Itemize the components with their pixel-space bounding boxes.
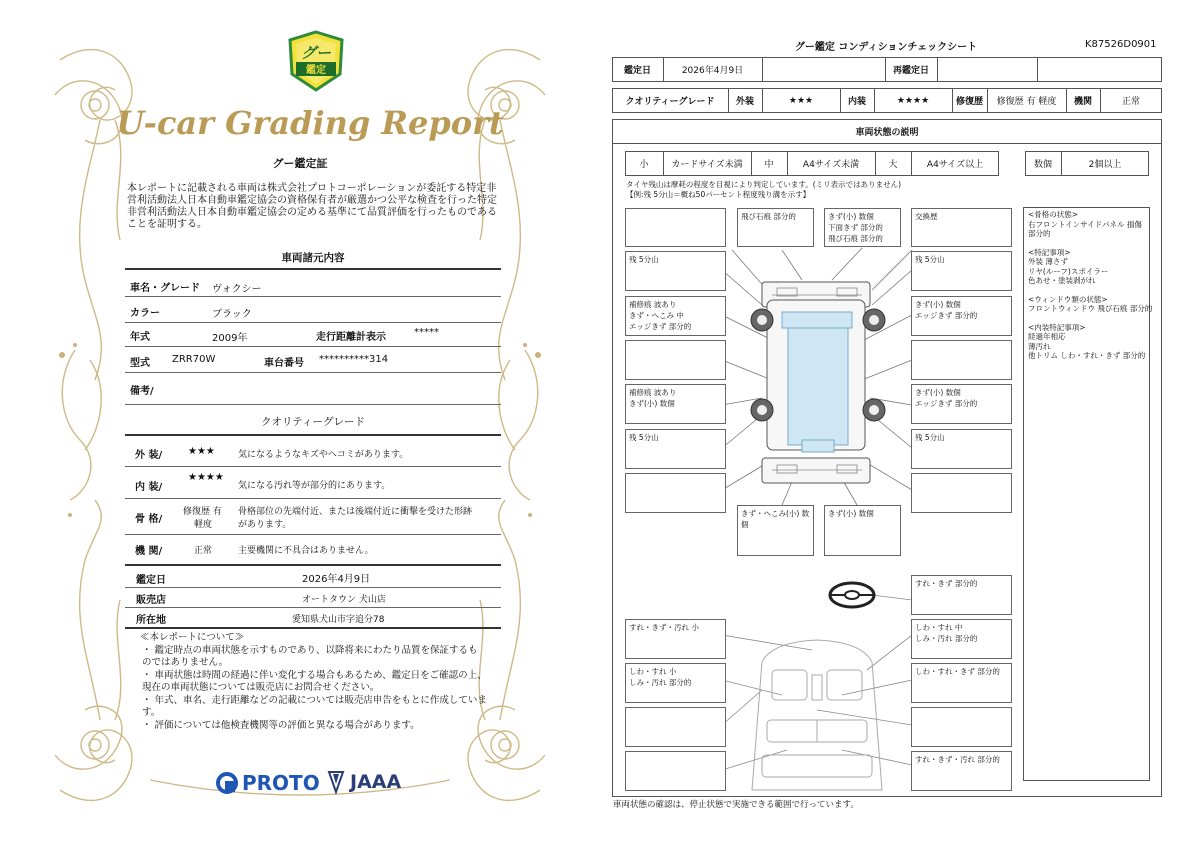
legend-medium-desc: A4サイズ未満	[802, 160, 860, 170]
note-line: <ウィンドウ類の状態>	[1028, 294, 1108, 304]
interior-box-front-left: すれ・きず・汚れ 小	[625, 619, 726, 659]
divider	[125, 434, 501, 436]
color-label: カラー	[130, 308, 160, 319]
engine-label: 機関	[1073, 97, 1092, 107]
damage-box-front: きず(小) 数個 下面きず 部分的 飛び石痕 部分的	[824, 208, 901, 247]
footer-note: 車両状態の確認は、停止状態で実施できる範囲で行っています。	[613, 800, 859, 810]
goo-kantei-badge-logo	[286, 30, 346, 92]
color-value: ブラック	[212, 309, 252, 320]
damage-box-right-fender: きず(小) 数個 エッジきず 部分的	[911, 296, 1012, 336]
note-line: 薄汚れ	[1028, 341, 1051, 351]
mileage-value: *****	[414, 327, 439, 338]
certificate-body: 本レポートに記載される車両は株式会社プロトコーポレーションが委託する特定非営利活動法人日本自動車鑑定協会の資格保有者が厳選かつ公平な検査を行った特定非営利活動法人日本自動車鑑定協会の定める基準にて品質評価を行ったものであることを証明する。	[127, 183, 497, 230]
exterior-stars: ★★★	[188, 446, 215, 457]
frame-desc-2: があります。	[238, 520, 292, 530]
damage-box	[911, 473, 1012, 513]
proto-logo	[216, 771, 320, 795]
redate-value	[937, 57, 1037, 82]
note-line: <骨格の状態>	[1028, 210, 1079, 219]
spec-section-title: 車両諸元内容	[281, 252, 345, 264]
document-id: K87526D0901	[1085, 39, 1157, 50]
note-item: ・ 鑑定時点の車両状態を示すものであり、以降将来にわたり品質を保証するものではありません。	[142, 645, 478, 668]
tire-box-rear-right: 残 5分山	[911, 429, 1012, 469]
report-title-text: U-car Grading Report	[116, 104, 504, 142]
quality-section-title: クオリティーグレード	[261, 416, 365, 428]
interior-desc: 気になる汚れ等が部分的にあります。	[238, 481, 391, 491]
exterior-value: ★★★	[788, 95, 814, 106]
note-line	[1028, 286, 1152, 295]
svg-text:グー: グー	[300, 44, 332, 62]
interior-box-front-right: しわ・すれ 中 しみ・汚れ 部分的	[911, 619, 1012, 659]
interior-box-dashboard: すれ・きず 部分的	[911, 575, 1012, 615]
repair-label: 修復歴	[955, 97, 983, 107]
divider	[125, 587, 501, 588]
car-name-label: 車名・グレード	[130, 283, 200, 294]
interior-box-right-seat: しわ・すれ・きず 部分的	[911, 663, 1012, 703]
certificate-title: グー鑑定証	[272, 157, 328, 170]
legend-small: 小	[639, 160, 649, 170]
damage-box-rear: きず(小) 数個	[824, 505, 901, 556]
proto-brand-text: PROTO	[242, 771, 320, 795]
interior-value: ★★★★	[896, 95, 930, 106]
date-label: 鑑定日	[623, 66, 651, 76]
model-value: ZRR70W	[172, 354, 216, 365]
redate-label: 再鑑定日	[892, 66, 929, 76]
legend-large: 大	[888, 160, 898, 170]
legend-medium: 中	[764, 160, 774, 170]
exterior-label: 外 装/	[135, 450, 163, 461]
legend-large-desc: A4サイズ以上	[926, 160, 984, 170]
divider	[125, 607, 501, 608]
note-line: 他トリム しわ・すれ・きず 部分的	[1028, 351, 1146, 360]
report-title-logo	[116, 98, 504, 146]
divider	[125, 498, 501, 499]
engine-value: 正常	[1121, 97, 1140, 107]
repair-value: 修復歴 有 軽度	[996, 97, 1057, 107]
divider	[125, 322, 501, 323]
remarks-label: 備考/	[130, 386, 154, 397]
engine-desc: 主要機関に不具合はありません。	[238, 546, 374, 556]
damage-box-right-rear: きず(小) 数個 エッジきず 部分的	[911, 384, 1012, 424]
steering-wheel-icon	[830, 583, 874, 607]
divider	[125, 296, 501, 297]
damage-box	[625, 340, 726, 380]
svg-text:鑑定: 鑑定	[306, 65, 326, 76]
condition-title: 車両状態の説明	[612, 119, 1162, 144]
note-line: 外装 薄さず	[1028, 257, 1068, 266]
car-name-value: ヴォクシー	[212, 284, 262, 295]
legend-small-desc: カードサイズ未満	[671, 160, 743, 170]
note-item: ・ 車両状態は時間の経過に伴い変化する場合もあるため、鑑定日をご確認の上、現在の車両状態については販売店にお問合せください。	[142, 670, 487, 693]
legend-count-desc: 2個以上	[1088, 160, 1122, 170]
damage-box-front-left: 飛び石痕 部分的	[737, 208, 814, 247]
tire-note-1: タイヤ残山は摩耗の程度を目視により判定しています。(ミリ表示ではありません)	[626, 180, 902, 189]
interior-label: 内装	[847, 97, 866, 107]
note-line: 右フロントインサイドパネル 損傷	[1028, 219, 1142, 229]
exterior-desc: 気になるようなキズやヘコミがあります。	[238, 450, 409, 460]
divider	[125, 466, 501, 467]
divider	[125, 404, 501, 405]
tire-note-2: 【例:残 5分山＝概ね50パーセント程度残り溝を示す】	[626, 190, 811, 199]
interior-box	[625, 707, 726, 747]
note-line: フロントウィンドウ 飛び石痕 部分的	[1028, 304, 1153, 313]
interior-box-left-seat: しわ・すれ 小 しみ・汚れ 部分的	[625, 663, 726, 703]
chassis-value: **********314	[319, 354, 389, 365]
interior-stars: ★★★★	[188, 472, 224, 483]
legend-count: 数個	[1033, 160, 1052, 170]
chassis-label: 車台番号	[264, 358, 304, 369]
jaaa-logo	[326, 770, 401, 794]
tire-box-front-left: 残 5分山	[625, 251, 726, 291]
damage-box-left-rear: 補修痕 波あり きず(小) 数個	[625, 384, 726, 424]
frame-desc-1: 骨格部位の先端付近、または後端付近に衝撃を受けた形跡	[238, 507, 473, 517]
date-value: 2026年4月9日	[681, 66, 744, 76]
grade-label: クオリティーグレード	[625, 97, 715, 107]
damage-box	[911, 340, 1012, 380]
tire-box-front-right: 残 5分山	[911, 251, 1012, 291]
note-item: ・ 評価については他検査機関等の評価と異なる場合があります。	[142, 720, 420, 731]
divider	[125, 346, 501, 347]
location-label: 所在地	[136, 615, 166, 626]
notes-list	[1028, 210, 1152, 361]
divider	[762, 57, 763, 82]
sheet-title: グー鑑定 コンディションチェックシート	[794, 42, 978, 53]
location-value: 愛知県犬山市字追分78	[292, 615, 385, 625]
exterior-label: 外装	[735, 97, 754, 107]
note-line: 色あせ・塗装剥がれ	[1028, 276, 1096, 285]
note-line: 部分的	[1028, 229, 1051, 238]
model-label: 型式	[130, 358, 150, 369]
note-line: <内装特記事項>	[1028, 322, 1086, 332]
notes-title: ≪本レポートについて≫	[140, 632, 245, 643]
note-line: 経過年相応	[1028, 332, 1066, 341]
year-label: 年式	[130, 332, 150, 343]
note-line	[1028, 314, 1152, 323]
jaaa-mark-icon	[326, 770, 346, 794]
jaaa-brand-text: JAAA	[350, 771, 402, 793]
dealer-value: オートタウン 犬山店	[302, 595, 386, 605]
interior-box-rear: すれ・きず・汚れ 部分的	[911, 751, 1012, 791]
divider	[1037, 57, 1038, 82]
note-line: <特記事項>	[1028, 247, 1071, 257]
tire-box-rear-left: 残 5分山	[625, 429, 726, 469]
engine-label: 機 関/	[135, 546, 163, 557]
note-item: ・ 年式、車名、走行距離などの記載については販売店申告をもとに作成しています。	[142, 695, 487, 718]
divider	[125, 564, 501, 566]
note-line: リヤ(ルーフ)スポイラー	[1028, 266, 1109, 276]
damage-box-left-fender: 補修痕 波あり きず・へこみ 中 エッジきず 部分的	[625, 296, 726, 336]
note-line	[1028, 239, 1152, 248]
divider	[125, 268, 501, 270]
damage-box-rear-left: きず・へこみ(小) 数個	[737, 505, 814, 556]
interior-box	[625, 751, 726, 791]
interior-box	[911, 707, 1012, 747]
divider	[125, 627, 501, 629]
damage-box-front-right: 交換歴	[911, 208, 1012, 247]
mileage-label: 走行距離計表示	[316, 332, 386, 343]
engine-value: 正常	[194, 546, 213, 556]
divider	[125, 372, 501, 373]
year-value: 2009年	[212, 333, 248, 344]
damage-box	[625, 473, 726, 513]
divider	[125, 534, 501, 535]
date-label: 鑑定日	[136, 575, 166, 586]
damage-box	[625, 208, 726, 247]
dealer-label: 販売店	[136, 595, 166, 606]
date-value: 2026年4月9日	[302, 574, 371, 585]
frame-value-2: 軽度	[194, 520, 213, 530]
frame-label: 骨 格/	[135, 514, 163, 525]
frame-value-1: 修復歴 有	[183, 507, 222, 517]
interior-label: 内 装/	[135, 482, 163, 493]
proto-mark-icon	[216, 772, 238, 794]
